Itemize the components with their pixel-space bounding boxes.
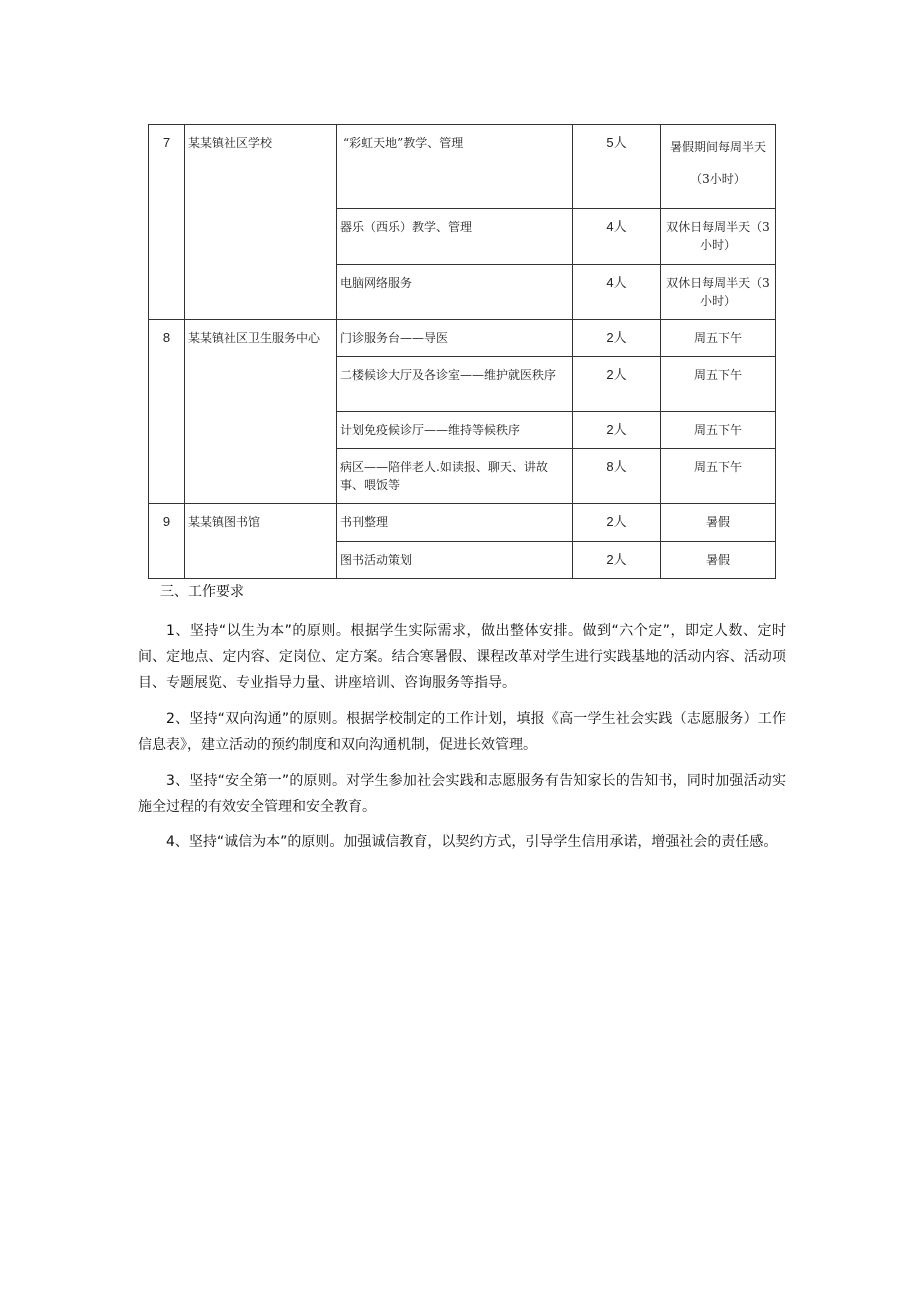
people-count: 2人 — [573, 320, 661, 357]
paragraph-principle-2: 2、坚持“双向沟通”的原则。根据学校制定的工作计划，填报《高一学生社会实践（志愿服务）工作信息表》，建立活动的预约制度和双向沟通机制，促进长效管理。 — [138, 711, 786, 753]
people-count: 2人 — [573, 357, 661, 412]
activity-cell: 计划免疫候诊厅——维持等候秩序 — [337, 412, 573, 449]
organization-name: 某某镇社区卫生服务中心 — [185, 320, 337, 504]
people-count: 8人 — [573, 449, 661, 504]
time-cell: 暑假 — [661, 504, 776, 542]
organization-name: 某某镇社区学校 — [185, 125, 337, 320]
time-cell: 周五下午 — [661, 320, 776, 357]
time-cell: 暑假期间每周半天（3小时） — [661, 125, 776, 209]
people-count: 2人 — [573, 504, 661, 542]
paragraph-principle-4: 4、坚持“诚信为本”的原则。加强诚信教育，以契约方式，引导学生信用承诺，增强社会的责任感。 — [166, 834, 778, 850]
time-cell: 暑假 — [661, 542, 776, 579]
activity-cell: 书刊整理 — [337, 504, 573, 542]
activity-cell: 器乐（西乐）教学、管理 — [337, 209, 573, 265]
time-cell: 周五下午 — [661, 412, 776, 449]
row-number: 7 — [149, 125, 185, 320]
activity-cell: 门诊服务台——导医 — [337, 320, 573, 357]
people-count: 4人 — [573, 209, 661, 265]
activity-cell: 二楼候诊大厅及各诊室——维护就医秩序 — [337, 357, 573, 412]
section-heading: 三、工作要求 — [160, 583, 244, 599]
paragraph-principle-1: 1、坚持“以生为本”的原则。根据学生实际需求，做出整体安排。做到“六个定”，即定人数、定时间、定地点、定内容、定岗位、定方案。结合寒暑假、课程改革对学生进行实践基地的活动内容、活动项目、专题展览、专业指导力量、讲座培训、咨询服务等指导。 — [138, 623, 786, 691]
table-row — [149, 320, 776, 357]
activity-cell: 电脑网络服务 — [337, 265, 573, 320]
row-number: 8 — [149, 320, 185, 504]
people-count: 4人 — [573, 265, 661, 320]
row-number: 9 — [149, 504, 185, 579]
organization-name: 某某镇图书馆 — [185, 504, 337, 579]
time-cell: 周五下午 — [661, 449, 776, 504]
activity-cell: 病区——陪伴老人.如读报、聊天、讲故事、喂饭等 — [337, 449, 573, 504]
time-cell: 双休日每周半天（3小时） — [661, 209, 776, 265]
volunteer-schedule-table — [148, 124, 776, 579]
table-row — [149, 125, 776, 209]
people-count: 2人 — [573, 542, 661, 579]
table-row — [149, 504, 776, 542]
activity-cell: “彩虹天地”教学、管理 — [337, 125, 573, 209]
activity-cell: 图书活动策划 — [337, 542, 573, 579]
time-cell: 双休日每周半天（3小时） — [661, 265, 776, 320]
people-count: 5人 — [573, 125, 661, 209]
time-cell: 周五下午 — [661, 357, 776, 412]
people-count: 2人 — [573, 412, 661, 449]
paragraph-principle-3: 3、坚持“安全第一”的原则。对学生参加社会实践和志愿服务有告知家长的告知书，同时加强活动实施全过程的有效安全管理和安全教育。 — [138, 773, 786, 815]
